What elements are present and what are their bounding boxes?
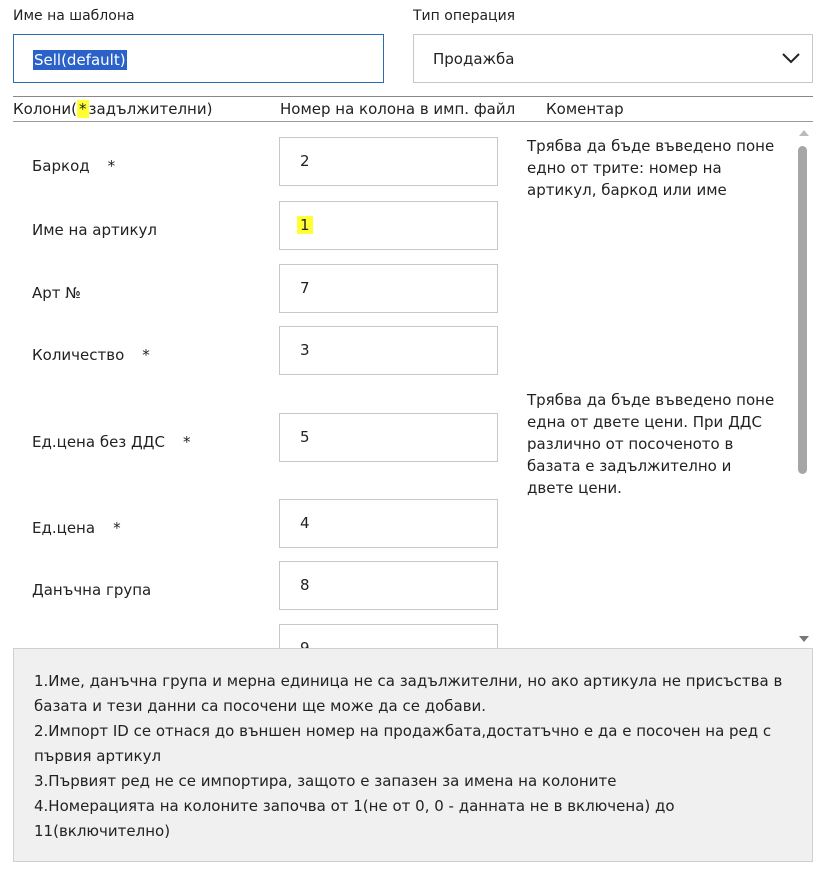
comment-identifier: Трябва да бъде въведено поне едно от трите: номер на артикул, баркод или име <box>527 137 775 199</box>
scroll-up-arrow-icon[interactable] <box>799 130 809 136</box>
column-number-value: 5 <box>300 428 310 446</box>
column-number-input[interactable] <box>279 264 498 313</box>
column-number-value: 3 <box>300 341 310 359</box>
column-row-label: Арт № <box>32 284 81 302</box>
scroll-thumb[interactable] <box>798 146 807 474</box>
column-number-input[interactable] <box>279 499 498 548</box>
column-row-label: Данъчна група <box>32 581 152 599</box>
column-mapping-list[interactable] <box>0 122 834 644</box>
column-number-input[interactable] <box>279 137 498 186</box>
column-number-value: 7 <box>300 279 310 297</box>
note-item: 1.Име, данъчна група и мерна единица не са задължителни, но ако артикула не присъства в базата и тези данни са посочени ще може да се добави. <box>34 672 783 715</box>
column-row-label: Количество * <box>32 346 150 364</box>
required-marker: * <box>142 346 150 364</box>
column-number-header: Номер на колона в имп. файл <box>280 100 516 118</box>
notes-panel <box>13 648 813 862</box>
required-marker: * <box>182 433 191 451</box>
column-number-value: 1 <box>297 216 313 234</box>
column-row-label: Ед.цена * <box>32 519 121 537</box>
note-item: 4.Номерацията на колоните започва от 1(не от 0, 0 - данната не в включена) до 11(включително) <box>34 797 675 840</box>
column-number-input[interactable] <box>279 561 498 610</box>
column-number-value: 4 <box>300 514 310 532</box>
template-name-value: Sell(default) <box>34 51 126 69</box>
required-star-marker: * <box>79 100 87 118</box>
operation-type-label: Тип операция <box>413 8 516 24</box>
column-number-value: 8 <box>300 576 310 594</box>
chevron-down-icon <box>782 52 800 64</box>
column-number-value: 2 <box>300 152 310 170</box>
column-row-label: Име на артикул <box>32 221 158 239</box>
note-item: 2.Импорт ID се отнася до външен номер на продажбата,достатъчно е да е посочен на ред с първия артикул <box>34 722 772 765</box>
required-marker: * <box>107 157 116 175</box>
column-row-label: Баркод * <box>32 157 116 175</box>
required-marker: * <box>113 519 121 537</box>
operation-type-value: Продажба <box>433 50 515 68</box>
header-top-rule <box>13 96 813 97</box>
column-row-label: Ед.цена без ДДС * <box>32 433 191 451</box>
note-item: 3.Първият ред не се импортира, защото е запазен за имена на колоните <box>34 772 617 790</box>
template-name-label: Име на шаблона <box>13 8 135 24</box>
comment-prices: Трябва да бъде въведено поне една от двете цени. При ДДС различно от посоченото в базата е задължително и двете цени. <box>527 391 775 497</box>
column-number-input[interactable] <box>279 326 498 375</box>
operation-type-select[interactable] <box>413 34 813 83</box>
column-number-input[interactable] <box>279 413 498 462</box>
columns-header-label: Колони( * задължителни) <box>13 100 213 118</box>
template-name-input[interactable] <box>13 34 384 83</box>
scroll-down-arrow-icon[interactable] <box>799 636 809 642</box>
vertical-scrollbar[interactable] <box>796 128 812 644</box>
comment-header: Коментар <box>546 100 624 118</box>
column-number-input[interactable] <box>279 201 498 250</box>
